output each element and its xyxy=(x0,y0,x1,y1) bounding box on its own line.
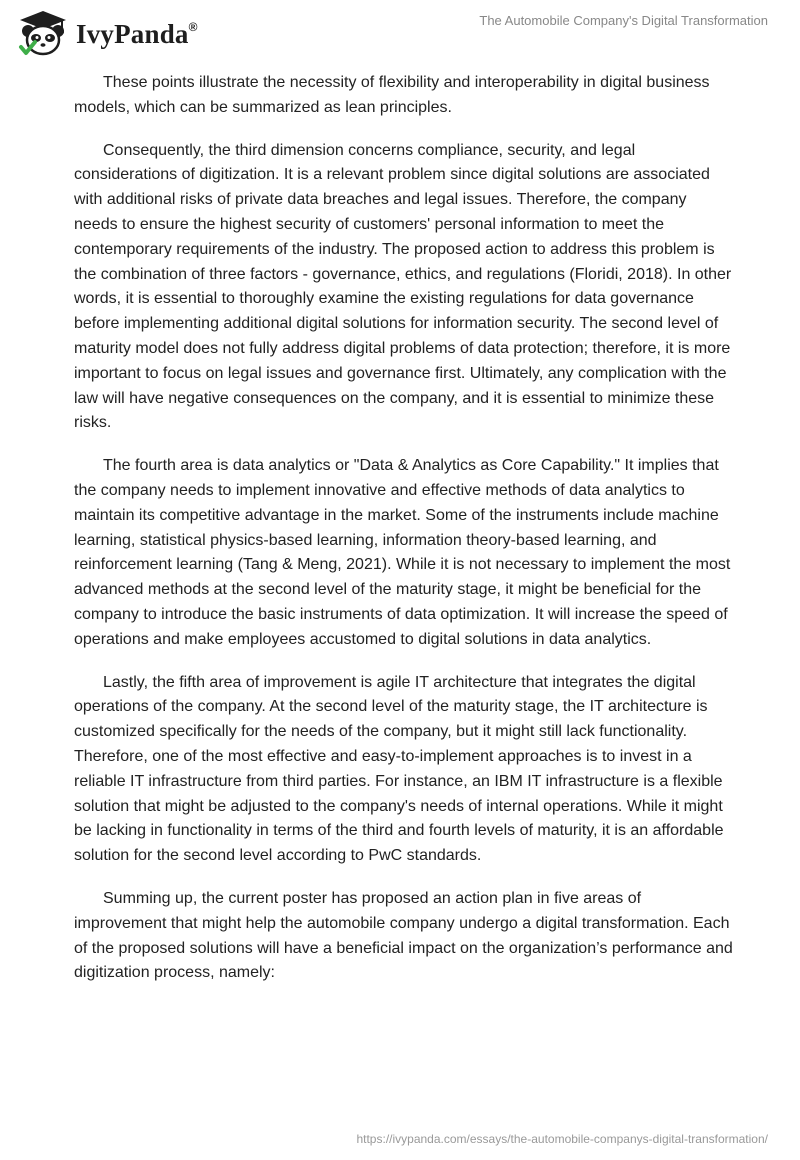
document-title: The Automobile Company's Digital Transformation xyxy=(479,13,768,28)
panda-graduate-icon xyxy=(16,9,70,59)
ivypanda-logo[interactable] xyxy=(16,8,198,60)
brand-name: IvyPanda® xyxy=(76,18,198,49)
paragraph: Summing up, the current poster has proposed an action plan in five areas of improvement that might help the automobile company undergo a digital transformation. Each of the proposed solutions will have a beneficial impact on the organization’s performance and digitization process, namely: xyxy=(74,889,733,982)
essay-body xyxy=(74,71,734,1004)
paragraph: These points illustrate the necessity of flexibility and interoperability in digital business models, which can be summarized as lean principles. xyxy=(74,74,710,116)
page-header xyxy=(0,0,800,70)
paragraph: The fourth area is data analytics or "Data & Analytics as Core Capability." It implies that the company needs to implement innovative and effective methods of data analytics to maintain its competitive advantage in the market. Some of the instruments include machine learning, statistical physics-based learning, information theory-based learning, and reinforcement learning (Tang & Meng, 2021). While it is not necessary to implement the most advanced methods at the second level of the maturity stage, it might be beneficial for the company to introduce the basic instruments of data optimization. It will increase the speed of operations and make employees accustomed to digital solutions in data analytics. xyxy=(74,457,731,648)
source-url[interactable]: https://ivypanda.com/essays/the-automobile-companys-digital-transformation/ xyxy=(356,1132,768,1146)
paragraph: Consequently, the third dimension concerns compliance, security, and legal considerations of digitization. It is a relevant problem since digital solutions are associated with additional risks of private data breaches and legal issues. Therefore, the company needs to ensure the highest security of customers' personal information to meet the contemporary requirements of the industry. The proposed action to address this problem is the combination of three factors - governance, ethics, and regulations (Floridi, 2018). In other words, it is essential to thoroughly examine the existing regulations for data governance before implementing additional digital solutions for information security. The second level of maturity model does not fully address digital problems of data protection; therefore, it is more important to focus on legal issues and governance first. Ultimately, any complication with the law will have negative consequences on the company, and it is essential to minimize these risks. xyxy=(74,141,732,432)
paragraph: Lastly, the fifth area of improvement is agile IT architecture that integrates the digital operations of the company. At the second level of the maturity stage, the IT architecture is customized specifically for the needs of the company, but it might still lack functionality. Therefore, one of the most effective and easy-to-implement approaches is to invest in a reliable IT infrastructure from third parties. For instance, an IBM IT infrastructure is a flexible solution that might be adjusted to the company's needs of internal operations. While it might be lacking in functionality in terms of the third and fourth levels of maturity, it is an affordable solution for the second level according to PwC standards. xyxy=(74,673,724,865)
